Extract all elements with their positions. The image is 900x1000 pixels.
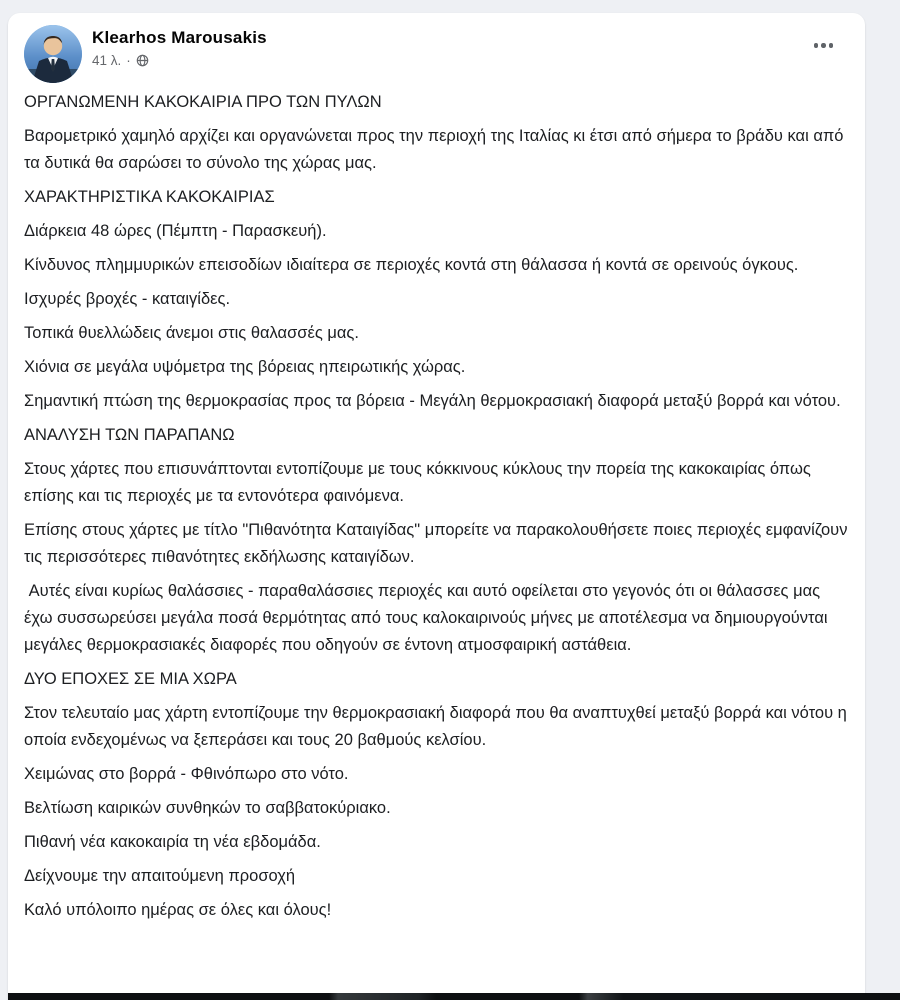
post-paragraph: Στον τελευταίο μας χάρτη εντοπίζουμε την θερμοκρασιακή διαφορά που θα αναπτυχθεί μεταξύ βορρά και νότου η οποία ενδεχομένως να ξεπεράσει και τους 20 βαθμούς κελσίου. [24,704,852,749]
post-options-button[interactable] [808,33,840,58]
attached-image-top-edge[interactable] [8,993,900,1000]
post-text [8,83,865,924]
post-paragraph: Καλό υπόλοιπο ημέρας σε όλες και όλους! [24,901,332,919]
post-paragraph: Κίνδυνος πλημμυρικών επεισοδίων ιδιαίτερα σε περιοχές κοντά στη θάλασσα ή κοντά σε ορεινούς όγκους. [24,256,799,274]
post-paragraph: Χειμώνας στο βορρά - Φθινόπωρο στο νότο. [24,765,349,783]
post-header [8,13,865,83]
post-paragraph: Χιόνια σε μεγάλα υψόμετρα της βόρειας ηπειρωτικής χώρας. [24,358,466,376]
avatar-image [24,25,82,83]
post-paragraph: ΑΝΑΛΥΣΗ ΤΩΝ ΠΑΡΑΠΑΝΩ [24,426,235,444]
author-name[interactable]: Klearhos Marousakis [92,28,267,47]
post-meta [92,53,267,68]
post-paragraph: Επίσης στους χάρτες με τίτλο "Πιθανότητα Καταιγίδας" μπορείτε να παρακολουθήσετε ποιες περιοχές εμφανίζουν τις περισσότερες πιθανότητες εκδήλωσης καταιγίδων. [24,521,853,566]
post-paragraph: Ισχυρές βροχές - καταιγίδες. [24,290,231,308]
post-paragraph: Πιθανή νέα κακοκαιρία τη νέα εβδομάδα. [24,833,321,851]
post-paragraph: Βελτίωση καιρικών συνθηκών το σαββατοκύριακο. [24,799,391,817]
meta-separator: · [126,53,131,68]
post-paragraph: Βαρομετρικό χαμηλό αρχίζει και οργανώνεται προς την περιοχή της Ιταλίας κι έτσι από σήμερα το βράδυ και από τα δυτικά θα σαρώσει το σύνολο της χώρας μας. [24,127,849,172]
post-paragraph: Αυτές είναι κυρίως θαλάσσιες - παραθαλάσσιες περιοχές και αυτό οφείλεται στο γεγονός ότι οι θάλασσες μας έχω συσσωρεύσει μεγάλα ποσά θερμότητας από τους καλοκαιρινούς μήνες με αποτέλεσμα να δημιουργούνται μεγάλες θερμοκρασιακές διαφορές που οδηγούν σε έντονη ατμοσφαιρική αστάθεια. [24,582,833,654]
post-paragraph: Στους χάρτες που επισυνάπτονται εντοπίζουμε με τους κόκκινους κύκλους την πορεία της κακοκαιρίας όπως επίσης και τις περιοχές με τα εντονότερα φαινόμενα. [24,460,816,505]
post-timestamp[interactable]: 41 λ. [92,53,122,68]
post-card [8,13,865,1000]
post-paragraph: ΧΑΡΑΚΤΗΡΙΣΤΙΚΑ ΚΑΚΟΚΑΙΡΙΑΣ [24,188,275,206]
ellipsis-icon [814,43,819,48]
ellipsis-icon [821,43,826,48]
post-paragraph: Διάρκεια 48 ώρες (Πέμπτη - Παρασκευή). [24,222,327,240]
post-paragraph: Τοπικά θυελλώδεις άνεμοι στις θαλασσές μας. [24,324,359,342]
author-avatar[interactable] [24,25,82,83]
ellipsis-icon [829,43,834,48]
post-paragraph: Σημαντική πτώση της θερμοκρασίας προς τα βόρεια - Μεγάλη θερμοκρασιακή διαφορά μεταξύ βορρά και νότου. [24,392,841,410]
post-paragraph: ΔΥΟ ΕΠΟΧΕΣ ΣΕ ΜΙΑ ΧΩΡΑ [24,670,237,688]
post-paragraph: Δείχνουμε την απαιτούμενη προσοχή [24,867,296,885]
post-paragraph: ΟΡΓΑΝΩΜΕΝΗ ΚΑΚΟΚΑΙΡΙΑ ΠΡΟ ΤΩΝ ΠΥΛΩΝ [24,93,382,111]
author-block [92,25,267,68]
globe-icon [136,54,149,67]
